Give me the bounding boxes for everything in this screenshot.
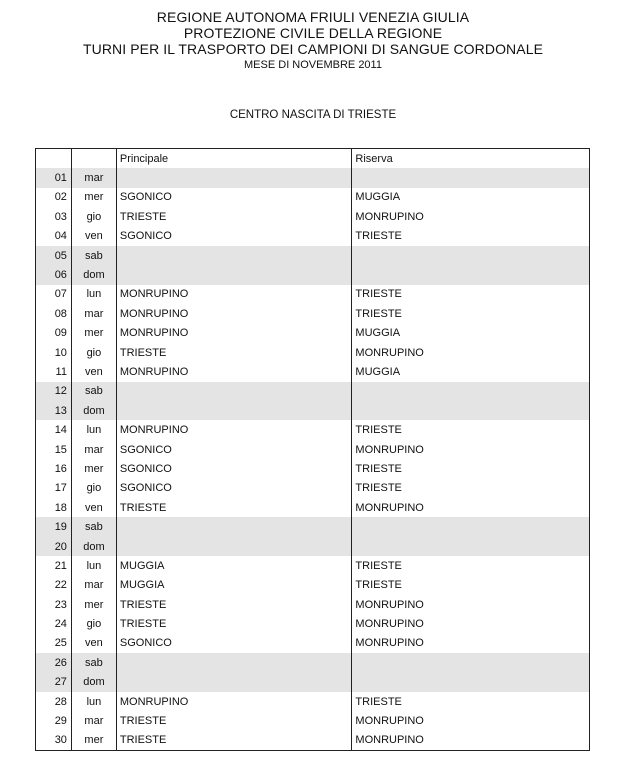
table-row [36, 498, 590, 517]
table-row [36, 227, 590, 246]
principale-cell [116, 653, 352, 672]
riserva-cell: MONRUPINO [352, 498, 590, 517]
table-row [36, 537, 590, 556]
table-row [36, 382, 590, 401]
principale-cell [116, 401, 352, 420]
day-number-cell: 23 [36, 595, 72, 614]
principale-cell [116, 382, 352, 401]
riserva-cell: TRIESTE [352, 304, 590, 323]
table-row [36, 614, 590, 633]
table-row [36, 207, 590, 226]
day-number-cell: 02 [36, 188, 72, 207]
riserva-cell: TRIESTE [352, 420, 590, 439]
riserva-cell: TRIESTE [352, 692, 590, 711]
day-number-cell: 27 [36, 673, 72, 692]
riserva-cell: TRIESTE [352, 285, 590, 304]
day-number-cell: 24 [36, 614, 72, 633]
weekday-cell: ven [71, 498, 116, 517]
document-header [0, 9, 626, 72]
principale-cell [116, 537, 352, 556]
weekday-cell: mer [71, 324, 116, 343]
principale-cell [116, 168, 352, 187]
riserva-cell: MONRUPINO [352, 343, 590, 362]
shift-table [35, 148, 590, 751]
day-number-cell: 14 [36, 420, 72, 439]
riserva-cell: MUGGIA [352, 362, 590, 381]
riserva-cell [352, 537, 590, 556]
principale-cell: TRIESTE [116, 343, 352, 362]
riserva-cell [352, 401, 590, 420]
weekday-cell: lun [71, 692, 116, 711]
table-row [36, 285, 590, 304]
principale-cell: MONRUPINO [116, 692, 352, 711]
principale-cell: TRIESTE [116, 498, 352, 517]
day-number-cell: 30 [36, 731, 72, 751]
weekday-cell: dom [71, 401, 116, 420]
table-row [36, 168, 590, 187]
riserva-cell: MONRUPINO [352, 595, 590, 614]
principale-cell: SGONICO [116, 479, 352, 498]
weekday-cell: sab [71, 246, 116, 265]
principale-cell: TRIESTE [116, 207, 352, 226]
day-number-cell: 17 [36, 479, 72, 498]
principale-cell: MONRUPINO [116, 420, 352, 439]
weekday-cell: mer [71, 595, 116, 614]
weekday-cell: ven [71, 634, 116, 653]
day-number-cell: 05 [36, 246, 72, 265]
column-header-principale: Principale [116, 149, 352, 169]
region-title: REGIONE AUTONOMA FRIULI VENEZIA GIULIA [156, 9, 470, 25]
day-number-cell: 15 [36, 440, 72, 459]
weekday-cell: dom [71, 673, 116, 692]
riserva-cell: MUGGIA [352, 324, 590, 343]
day-number-cell: 06 [36, 265, 72, 284]
weekday-cell: sab [71, 382, 116, 401]
weekday-cell: ven [71, 362, 116, 381]
principale-cell: SGONICO [116, 634, 352, 653]
day-number-cell: 20 [36, 537, 72, 556]
weekday-cell: lun [71, 420, 116, 439]
riserva-cell [352, 246, 590, 265]
table-row [36, 324, 590, 343]
day-number-cell: 11 [36, 362, 72, 381]
weekday-cell: mar [71, 168, 116, 187]
principale-cell: MONRUPINO [116, 362, 352, 381]
weekday-cell: gio [71, 614, 116, 633]
riserva-cell: MONRUPINO [352, 634, 590, 653]
weekday-cell: mar [71, 711, 116, 730]
table-row [36, 576, 590, 595]
principale-cell: MONRUPINO [116, 285, 352, 304]
column-header-weekday [71, 149, 116, 169]
riserva-cell: TRIESTE [352, 479, 590, 498]
riserva-cell [352, 673, 590, 692]
weekday-cell: mer [71, 188, 116, 207]
weekday-cell: mar [71, 440, 116, 459]
day-number-cell: 12 [36, 382, 72, 401]
weekday-cell: mar [71, 576, 116, 595]
weekday-cell: ven [71, 227, 116, 246]
riserva-cell [352, 653, 590, 672]
day-number-cell: 01 [36, 168, 72, 187]
principale-cell: TRIESTE [116, 614, 352, 633]
riserva-cell: TRIESTE [352, 576, 590, 595]
column-header-day-number [36, 149, 72, 169]
day-number-cell: 26 [36, 653, 72, 672]
weekday-cell: mer [71, 731, 116, 751]
riserva-cell: MONRUPINO [352, 440, 590, 459]
weekday-cell: dom [71, 537, 116, 556]
principale-cell: SGONICO [116, 188, 352, 207]
table-row [36, 304, 590, 323]
table-row [36, 401, 590, 420]
day-number-cell: 28 [36, 692, 72, 711]
weekday-cell: mar [71, 304, 116, 323]
weekday-cell: lun [71, 556, 116, 575]
centre-title: CENTRO NASCITA DI TRIESTE [229, 109, 397, 121]
table-row [36, 188, 590, 207]
riserva-cell [352, 382, 590, 401]
table-row [36, 479, 590, 498]
principale-cell [116, 517, 352, 536]
day-number-cell: 13 [36, 401, 72, 420]
table-row [36, 673, 590, 692]
weekday-cell: gio [71, 343, 116, 362]
table-row [36, 556, 590, 575]
column-header-riserva: Riserva [352, 149, 590, 169]
riserva-cell: MONRUPINO [352, 731, 590, 751]
month-label: MESE DI NOVEMBRE 2011 [244, 59, 382, 71]
riserva-cell: MONRUPINO [352, 207, 590, 226]
principale-cell: MONRUPINO [116, 324, 352, 343]
riserva-cell: TRIESTE [352, 556, 590, 575]
table-body [36, 168, 590, 750]
table-row [36, 246, 590, 265]
day-number-cell: 19 [36, 517, 72, 536]
weekday-cell: lun [71, 285, 116, 304]
weekday-cell: gio [71, 207, 116, 226]
table-row [36, 420, 590, 439]
riserva-cell [352, 517, 590, 536]
day-number-cell: 07 [36, 285, 72, 304]
table-row [36, 634, 590, 653]
principale-cell: TRIESTE [116, 731, 352, 751]
day-number-cell: 22 [36, 576, 72, 595]
table-row [36, 692, 590, 711]
day-number-cell: 09 [36, 324, 72, 343]
table-row [36, 440, 590, 459]
riserva-cell: MONRUPINO [352, 711, 590, 730]
principale-cell [116, 673, 352, 692]
principale-cell: TRIESTE [116, 595, 352, 614]
principale-cell: SGONICO [116, 227, 352, 246]
table-row [36, 731, 590, 751]
principale-cell: MUGGIA [116, 576, 352, 595]
table-row [36, 517, 590, 536]
weekday-cell: gio [71, 479, 116, 498]
day-number-cell: 16 [36, 459, 72, 478]
riserva-cell: MUGGIA [352, 188, 590, 207]
table-header-row [36, 149, 590, 169]
table-row [36, 362, 590, 381]
document-title: TURNI PER IL TRASPORTO DEI CAMPIONI DI SANGUE CORDONALE [82, 41, 544, 57]
day-number-cell: 10 [36, 343, 72, 362]
table-row [36, 595, 590, 614]
riserva-cell: TRIESTE [352, 459, 590, 478]
day-number-cell: 18 [36, 498, 72, 517]
weekday-cell: dom [71, 265, 116, 284]
day-number-cell: 25 [36, 634, 72, 653]
riserva-cell: TRIESTE [352, 227, 590, 246]
table-row [36, 711, 590, 730]
weekday-cell: sab [71, 653, 116, 672]
day-number-cell: 08 [36, 304, 72, 323]
day-number-cell: 21 [36, 556, 72, 575]
weekday-cell: sab [71, 517, 116, 536]
principale-cell [116, 246, 352, 265]
riserva-cell [352, 265, 590, 284]
table-row [36, 265, 590, 284]
principale-cell: SGONICO [116, 440, 352, 459]
principale-cell: TRIESTE [116, 711, 352, 730]
principale-cell: MUGGIA [116, 556, 352, 575]
day-number-cell: 04 [36, 227, 72, 246]
riserva-cell [352, 168, 590, 187]
day-number-cell: 29 [36, 711, 72, 730]
principale-cell: MONRUPINO [116, 304, 352, 323]
riserva-cell: MONRUPINO [352, 614, 590, 633]
principale-cell: SGONICO [116, 459, 352, 478]
weekday-cell: mer [71, 459, 116, 478]
table-row [36, 343, 590, 362]
table-row [36, 459, 590, 478]
day-number-cell: 03 [36, 207, 72, 226]
table-row [36, 653, 590, 672]
department-title: PROTEZIONE CIVILE DELLA REGIONE [183, 25, 443, 41]
principale-cell [116, 265, 352, 284]
